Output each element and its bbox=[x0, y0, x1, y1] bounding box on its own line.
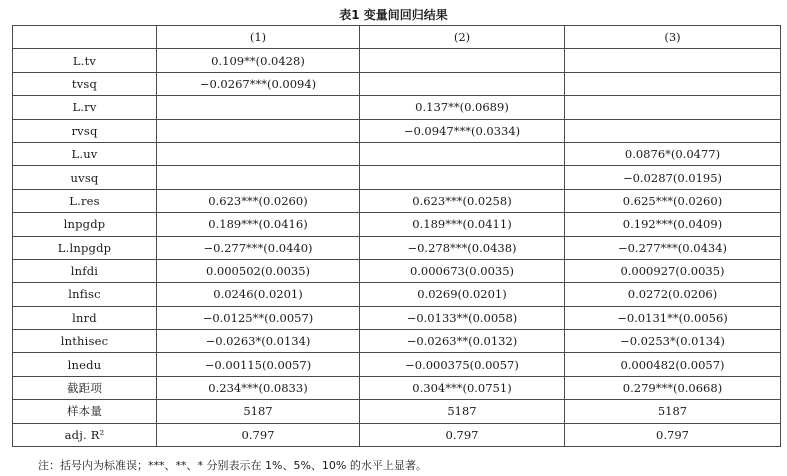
table-row bbox=[13, 330, 781, 353]
variable-name: tvsq bbox=[13, 72, 157, 95]
model-1-value: 0.0246(0.0201) bbox=[157, 283, 360, 306]
model-3-value: 0.000927(0.0035) bbox=[565, 259, 781, 282]
model-3-value: 0.279***(0.0668) bbox=[565, 376, 781, 399]
model-2-value bbox=[360, 166, 565, 189]
model-2-value: 0.797 bbox=[360, 423, 565, 446]
header-model-3: (3) bbox=[565, 26, 781, 49]
table-row bbox=[13, 376, 781, 399]
variable-name: lnthisec bbox=[13, 330, 157, 353]
variable-name: rvsq bbox=[13, 119, 157, 142]
table-row bbox=[13, 213, 781, 236]
variable-name: L.rv bbox=[13, 96, 157, 119]
model-1-value: 0.109**(0.0428) bbox=[157, 49, 360, 72]
model-1-value: 0.797 bbox=[157, 423, 360, 446]
table-row bbox=[13, 119, 781, 142]
variable-name: uvsq bbox=[13, 166, 157, 189]
table-row bbox=[13, 353, 781, 376]
model-2-value: 0.189***(0.0411) bbox=[360, 213, 565, 236]
table-row bbox=[13, 306, 781, 329]
table-title: 表1 变量间回归结果 bbox=[339, 8, 448, 22]
model-3-value bbox=[565, 96, 781, 119]
model-2-value: −0.0263**(0.0132) bbox=[360, 330, 565, 353]
table-row bbox=[13, 259, 781, 282]
model-2-value: 0.0269(0.0201) bbox=[360, 283, 565, 306]
model-3-value bbox=[565, 49, 781, 72]
model-1-value bbox=[157, 142, 360, 165]
variable-name: lnfisc bbox=[13, 283, 157, 306]
model-3-value: 5187 bbox=[565, 400, 781, 423]
model-1-value: 0.000502(0.0035) bbox=[157, 259, 360, 282]
model-3-value: −0.0287(0.0195) bbox=[565, 166, 781, 189]
table-row bbox=[13, 49, 781, 72]
model-3-value: 0.797 bbox=[565, 423, 781, 446]
header-variable bbox=[13, 26, 157, 49]
table-footnote: 注：括号内为标准误；***、**、* 分别表示在 1%、5%、10% 的水平上显著。 bbox=[38, 459, 427, 472]
table-row bbox=[13, 423, 781, 446]
table-row bbox=[13, 400, 781, 423]
variable-name: lnfdi bbox=[13, 259, 157, 282]
model-2-value bbox=[360, 142, 565, 165]
model-2-value bbox=[360, 49, 565, 72]
table-row bbox=[13, 96, 781, 119]
model-1-value bbox=[157, 166, 360, 189]
model-1-value: 0.234***(0.0833) bbox=[157, 376, 360, 399]
variable-name: lnpgdp bbox=[13, 213, 157, 236]
model-2-value: −0.000375(0.0057) bbox=[360, 353, 565, 376]
model-1-value bbox=[157, 96, 360, 119]
header-model-1: (1) bbox=[157, 26, 360, 49]
model-3-value bbox=[565, 119, 781, 142]
model-1-value: −0.00115(0.0057) bbox=[157, 353, 360, 376]
table-row bbox=[13, 166, 781, 189]
model-3-value: 0.625***(0.0260) bbox=[565, 189, 781, 212]
header-model-2: (2) bbox=[360, 26, 565, 49]
model-3-value: 0.192***(0.0409) bbox=[565, 213, 781, 236]
model-1-value: −0.0125**(0.0057) bbox=[157, 306, 360, 329]
variable-name: lnrd bbox=[13, 306, 157, 329]
model-1-value: −0.0263*(0.0134) bbox=[157, 330, 360, 353]
variable-name: L.uv bbox=[13, 142, 157, 165]
model-1-value: −0.0267***(0.0094) bbox=[157, 72, 360, 95]
table-header-row bbox=[13, 26, 781, 49]
model-3-value: 0.0272(0.0206) bbox=[565, 283, 781, 306]
model-3-value: 0.0876*(0.0477) bbox=[565, 142, 781, 165]
variable-name: adj. R² bbox=[13, 423, 157, 446]
model-3-value bbox=[565, 72, 781, 95]
model-2-value: −0.278***(0.0438) bbox=[360, 236, 565, 259]
variable-name: L.lnpgdp bbox=[13, 236, 157, 259]
variable-name: L.res bbox=[13, 189, 157, 212]
table-row bbox=[13, 72, 781, 95]
model-1-value: 0.189***(0.0416) bbox=[157, 213, 360, 236]
model-2-value: −0.0947***(0.0334) bbox=[360, 119, 565, 142]
regression-table bbox=[12, 25, 781, 447]
model-3-value: −0.0131**(0.0056) bbox=[565, 306, 781, 329]
variable-name: 截距项 bbox=[13, 376, 157, 399]
model-2-value: 0.000673(0.0035) bbox=[360, 259, 565, 282]
table-row bbox=[13, 236, 781, 259]
table-row bbox=[13, 142, 781, 165]
model-1-value bbox=[157, 119, 360, 142]
model-2-value: 5187 bbox=[360, 400, 565, 423]
model-2-value: 0.137**(0.0689) bbox=[360, 96, 565, 119]
model-3-value: 0.000482(0.0057) bbox=[565, 353, 781, 376]
model-2-value: −0.0133**(0.0058) bbox=[360, 306, 565, 329]
model-2-value: 0.304***(0.0751) bbox=[360, 376, 565, 399]
model-1-value: 5187 bbox=[157, 400, 360, 423]
model-2-value bbox=[360, 72, 565, 95]
model-3-value: −0.0253*(0.0134) bbox=[565, 330, 781, 353]
model-3-value: −0.277***(0.0434) bbox=[565, 236, 781, 259]
variable-name: L.tv bbox=[13, 49, 157, 72]
model-1-value: −0.277***(0.0440) bbox=[157, 236, 360, 259]
variable-name: lnedu bbox=[13, 353, 157, 376]
model-1-value: 0.623***(0.0260) bbox=[157, 189, 360, 212]
table-row bbox=[13, 189, 781, 212]
table-row bbox=[13, 283, 781, 306]
variable-name: 样本量 bbox=[13, 400, 157, 423]
model-2-value: 0.623***(0.0258) bbox=[360, 189, 565, 212]
